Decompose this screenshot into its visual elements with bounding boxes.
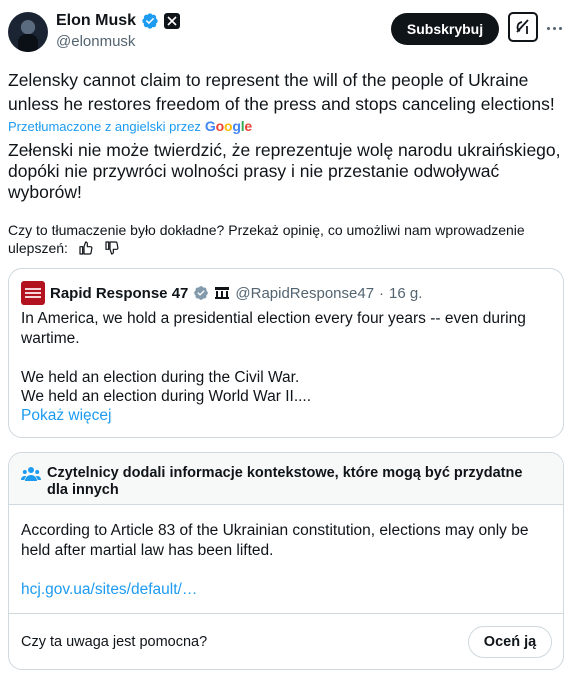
translated-text: Zełenski nie może twierdzić, że reprezentuje wolę narodu ukraińskiego, dopóki nie przywróci wolności prasy i nie przestanie odwoływać wyborów!	[8, 140, 561, 202]
quote-author-handle: @RapidResponse47	[235, 284, 375, 302]
more-dots-icon[interactable]	[544, 18, 564, 38]
rate-note-button[interactable]: Oceń ją	[468, 626, 552, 658]
community-note-header	[9, 453, 563, 505]
quote-text	[21, 309, 551, 407]
translated-label: Przetłumaczone z angielski przez	[8, 118, 201, 134]
author-handle[interactable]: @elonmusk	[56, 33, 136, 50]
author-name[interactable]: Elon Musk	[56, 12, 137, 29]
government-building-icon	[214, 286, 230, 300]
people-icon	[21, 465, 41, 483]
thumbs-down-icon[interactable]	[104, 240, 120, 256]
grok-icon[interactable]	[508, 12, 538, 42]
author-name-row	[56, 12, 180, 30]
quote-author-name[interactable]: Rapid Response 47	[50, 284, 189, 302]
community-note-title: Czytelnicy dodali informacje kontekstowe, które mogą być przydatne dla innych	[47, 465, 523, 498]
feedback-prompt: Czy to tłumaczenie było dokładne? Przekaż opinię, co umożliwi nam wprowadzenie ulepszeń:	[8, 222, 525, 256]
translation-credit	[8, 118, 252, 134]
community-note-link[interactable]: hcj.gov.ua/sites/default/…	[21, 581, 198, 598]
x-logo-icon	[164, 13, 180, 29]
community-note-body: According to Article 83 of the Ukrainian constitution, elections may only be held after martial law has been lifted.	[21, 522, 529, 559]
translation-feedback	[8, 221, 538, 257]
quote-line: We held an election during the Civil War.	[21, 368, 300, 386]
quote-avatar	[21, 281, 45, 305]
tweet-text: Zelensky cannot claim to represent the will of the people of Ukraine unless he restores freedom of the press and stops canceling elections!	[8, 70, 555, 114]
tweet-header	[8, 10, 566, 56]
community-note-footer	[9, 613, 563, 670]
quote-separator: ·	[379, 284, 385, 302]
community-note	[8, 452, 564, 670]
show-more-link[interactable]: Pokaż więcej	[21, 407, 112, 424]
helpful-question: Czy ta uwaga jest pomocna?	[21, 634, 208, 650]
quote-time: 16 g.	[389, 284, 423, 302]
quoted-tweet[interactable]	[8, 268, 564, 438]
author-avatar[interactable]	[8, 12, 48, 52]
quote-line: In America, we hold a presidential election every four years -- even during wartime.	[21, 310, 526, 347]
thumbs-up-icon[interactable]	[78, 240, 94, 256]
quote-line: We held an election during World War II....	[21, 388, 312, 405]
quote-line	[21, 348, 551, 368]
verified-badge-icon	[141, 12, 159, 30]
quote-header	[21, 281, 422, 305]
verified-badge-icon	[193, 285, 209, 301]
subscribe-button[interactable]: Subskrybuj	[391, 13, 499, 45]
google-logo: Google	[204, 118, 252, 134]
